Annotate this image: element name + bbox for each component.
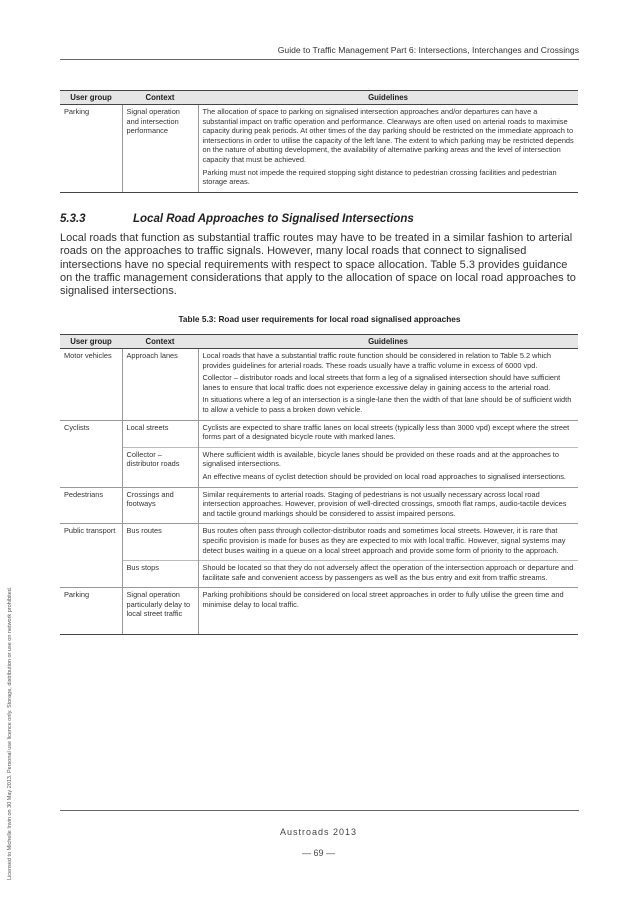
column-header-guidelines: Guidelines [198,335,578,349]
guideline-text: Parking must not impede the required stopping sight distance to pedestrian crossing facilities and pedestrian storage areas. [202,167,557,187]
running-header: Guide to Traffic Management Part 6: Intersections, Interchanges and Crossings [277,45,579,55]
local-road-requirements-table [60,334,578,635]
table-row [60,524,578,561]
context-cell: Bus stops [122,561,198,588]
page-number: — 69 — [301,848,335,858]
section-title: Local Road Approaches to Signalised Intersections [133,213,414,225]
body-paragraph: Local roads that function as substantial traffic routes may have to be treated in a similar fashion to arterial roads on the approaches to traffic signals. However, many local roads that connect to signalised intersections have no special requirements with respect to space allocation. Table 5.3 provides guidance on the traffic management considerations that apply to the allocation of space on local road approaches to signalised intersections. [60,232,576,298]
context-cell: Signal operation particularly delay to local street traffic [122,588,198,635]
user-group-cell: Parking [60,588,122,635]
user-group-cell: Parking [60,105,122,193]
parking-guidelines-table [60,90,578,193]
column-header-user-group: User group [60,335,122,349]
section-heading [60,213,414,225]
table-row [60,588,578,635]
table-row [60,349,578,421]
guideline-text: The allocation of space to parking on signalised intersection approaches and/or departures can have a substantial impact on traffic operation and performance. Clearways are often used on arterial roads to maximise capacity during peak periods. At other times of the day parking should be restricted on the immediate approach to intersections in order to utilise the capacity of the left lane. The extent to which parking may be restricted depends on the nature of abutting development, the availability of alternative parking areas and the level of intersection capacity that must be achieved. [202,107,574,164]
guidelines-cell [198,105,578,193]
column-header-context: Context [122,335,198,349]
user-group-cell: Motor vehicles [60,349,122,421]
column-header-context: Context [122,91,198,105]
guideline-text: Collector – distributor roads and local streets that form a leg of a signalised intersection should have sufficient lanes to ensure that local traffic does not experience excessive delay in gaining access to the arterial road. [202,373,561,392]
user-group-cell: Public transport [60,524,122,588]
guideline-text: Local roads that have a substantial traffic route function should be considered in relation to Table 5.2 which provides guidelines for arterial roads. These roads usually have a traffic volume in excess of 6000 vpd. [202,351,552,370]
context-cell: Local streets [122,420,198,447]
guideline-text: An effective means of cyclist detection should be provided on local road approaches to signalised intersections. [202,471,566,481]
user-group-cell: Pedestrians [60,487,122,524]
footer-divider [60,810,579,811]
context-cell: Approach lanes [122,349,198,421]
table-caption: Table 5.3: Road user requirements for local road signalised approaches [178,314,461,324]
table-row [60,447,578,487]
context-cell: Signal operation and intersection performance [122,105,198,193]
guideline-text: Where sufficient width is available, bicycle lanes should be provided on these roads and at the approaches to signalised intersections. [202,449,559,469]
guidelines-cell [198,420,578,447]
column-header-guidelines: Guidelines [198,91,578,105]
user-group-cell: Cyclists [60,420,122,487]
context-cell: Bus routes [122,524,198,561]
table-row [60,420,578,447]
header-divider [60,59,579,60]
guidelines-cell [198,349,578,421]
section-number: 5.3.3 [60,213,86,225]
footer-publisher: Austroads 2013 [279,827,358,837]
guidelines-cell [198,447,578,487]
guideline-text: Cyclists are expected to share traffic lanes on local streets (typically less than 3000 vpd) except where the street forms part of a designated bicycle route with marked lanes. [202,422,570,442]
guideline-text: Should be located so that they do not adversely affect the operation of the intersection approach or departure and facilitate safe and convenient access by passengers as well as the bus entry and exit from traffic streams. [202,563,574,582]
guidelines-cell [198,524,578,561]
guidelines-cell [198,487,578,524]
guidelines-cell [198,561,578,588]
guidelines-cell [198,588,578,635]
guideline-text: Bus routes often pass through collector-distributor roads and sometimes local streets. However, it is rare that specific provision is made for buses as they are expected to mix with local traffic. However, signal systems may detect buses waiting in a queue on a local street approach and provide some form of priority to the approach. [202,526,566,555]
guideline-text: In situations where a leg of an intersection is a single-lane then the width of that lane should be of sufficient width to allow a vehicle to pass a broken down vehicle. [202,395,572,414]
guideline-text: Similar requirements to arterial roads. Staging of pedestrians is not usually necessary across local road intersection approaches. However, provision of well-directed crossings, smooth flat ramps, audio-tactile devices and tactile ground markings should be considered to assist impaired persons. [202,489,567,518]
guideline-text: Parking prohibitions should be considered on local street approaches in order to fully utilise the green time and minimise delay to local traffic. [202,590,564,609]
column-header-user-group: User group [60,91,122,105]
table-row [60,561,578,588]
table-row [60,487,578,524]
licence-notice: Licensed to Michelle Irwin on 30 May 2013. Personal use licence only. Storage, distribution or use on network prohibited. [7,586,13,880]
table-row [60,105,578,193]
context-cell: Crossings and footways [122,487,198,524]
context-cell: Collector – distributor roads [122,447,198,487]
